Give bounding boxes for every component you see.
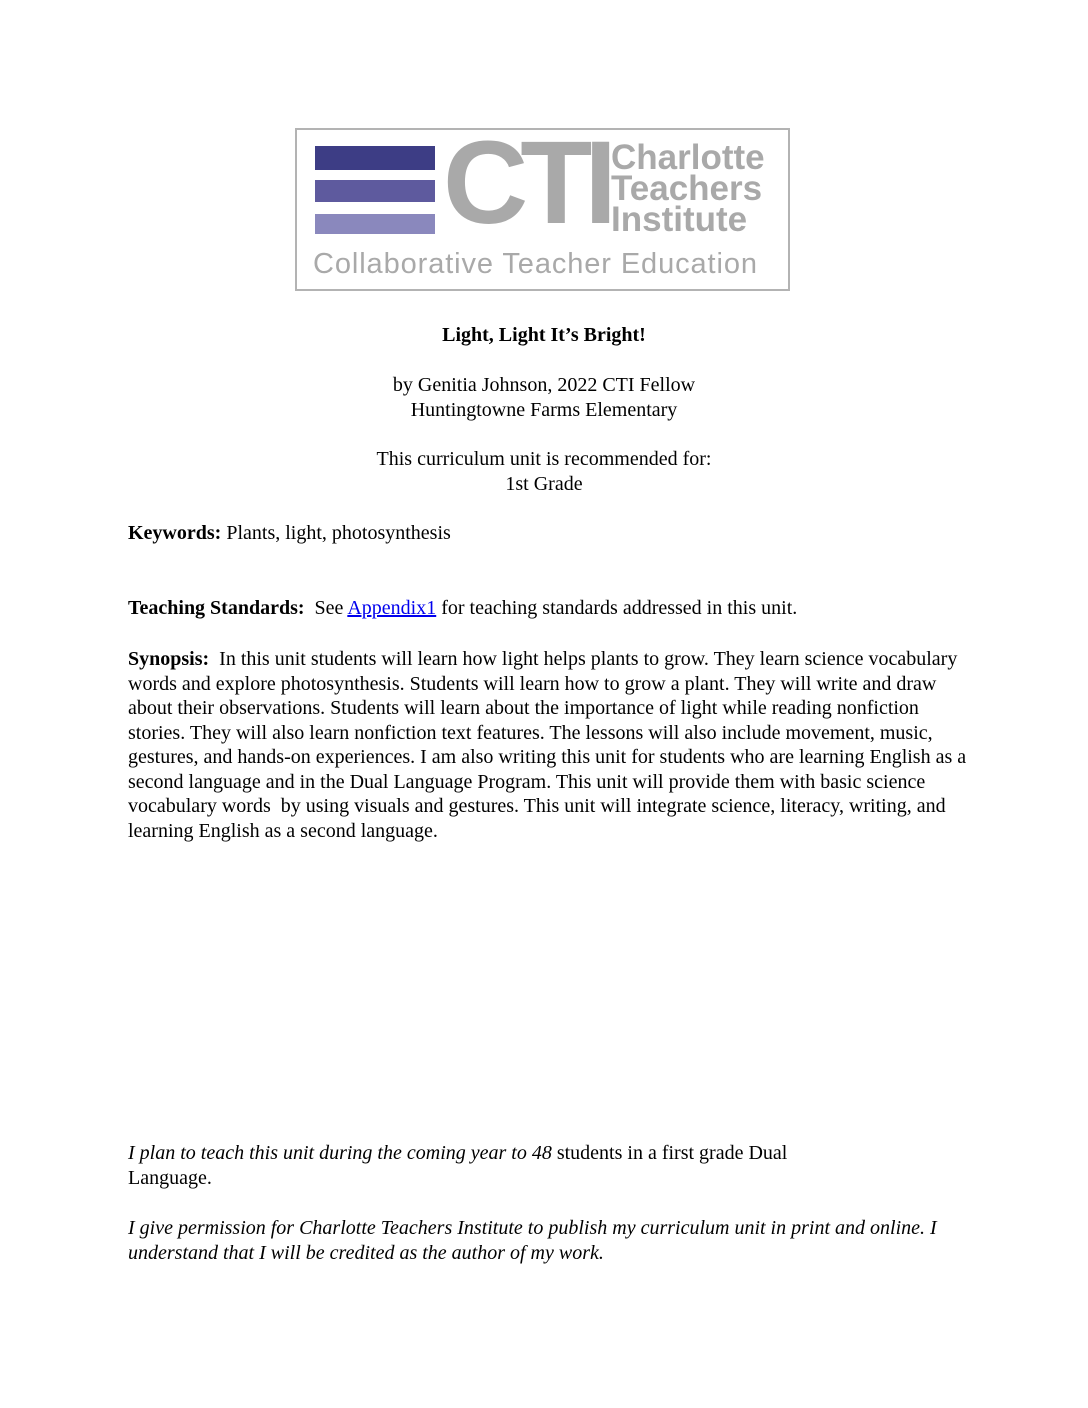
logo-tagline: Collaborative Teacher Education: [313, 248, 758, 280]
keywords-label: Keywords:: [128, 522, 222, 544]
author-line: by Genitia Johnson, 2022 CTI Fellow: [392, 374, 696, 396]
logo-name: [611, 138, 765, 239]
synopsis-label: Synopsis:: [128, 648, 210, 670]
school-line: Huntingtowne Farms Elementary: [410, 398, 678, 421]
logo-bar-bottom: [315, 214, 435, 234]
teaching-standards-label: Teaching Standards:: [128, 597, 305, 619]
appendix-link[interactable]: Appendix1: [347, 597, 437, 619]
logo-name-line: Teachers: [611, 169, 763, 208]
teaching-standards: [128, 596, 968, 621]
teaching-standards-pre: See: [304, 597, 348, 619]
synopsis: [128, 647, 972, 843]
document-title: Light, Light It’s Bright!: [442, 324, 646, 346]
logo-name-line: Charlotte: [611, 138, 765, 177]
synopsis-text: In this unit students will learn how light helps plants to grow. They learn science vocabulary words and explore photosynthesis. Students will learn how to grow a plant. They will write and draw about their observations. Students will learn about the importance of light while reading nonfiction stories. They will also learn nonfiction text features. The lessons will also include movement, music, gestures, and hands-on experiences. I am also writing this unit for students who are learning English as a second language and in the Dual Language Program. This unit will provide them with basic science vocabulary words by using visuals and gestures. This unit will integrate science, literacy, writing, and learning English as a second language.: [128, 648, 972, 842]
grade-line: 1st Grade: [505, 472, 583, 495]
byline: [0, 373, 1088, 422]
keywords-text: Plants, light, photosynthesis: [221, 522, 451, 544]
recommendation: [0, 447, 1088, 496]
recommendation-line: This curriculum unit is recommended for:: [376, 448, 712, 470]
teaching-standards-post: for teaching standards addressed in this unit.: [436, 597, 798, 619]
logo-acronym: CTI: [443, 117, 610, 249]
logo-bar-top: [315, 146, 435, 170]
logo-name-line: Institute: [611, 200, 748, 239]
teaching-plan: [128, 1141, 848, 1190]
logo-bar-middle: [315, 180, 435, 202]
permission-statement: I give permission for Charlotte Teachers Institute to publish my curriculum unit in print and online. I understand that I will be credited as the author of my work.: [128, 1217, 937, 1264]
teaching-plan-italic: I plan to teach this unit during the coming year to 48: [128, 1142, 552, 1164]
keywords: [128, 521, 968, 546]
cti-logo: [295, 117, 790, 291]
teaching-plan-text: students in a first grade Dual Language.: [128, 1142, 788, 1189]
